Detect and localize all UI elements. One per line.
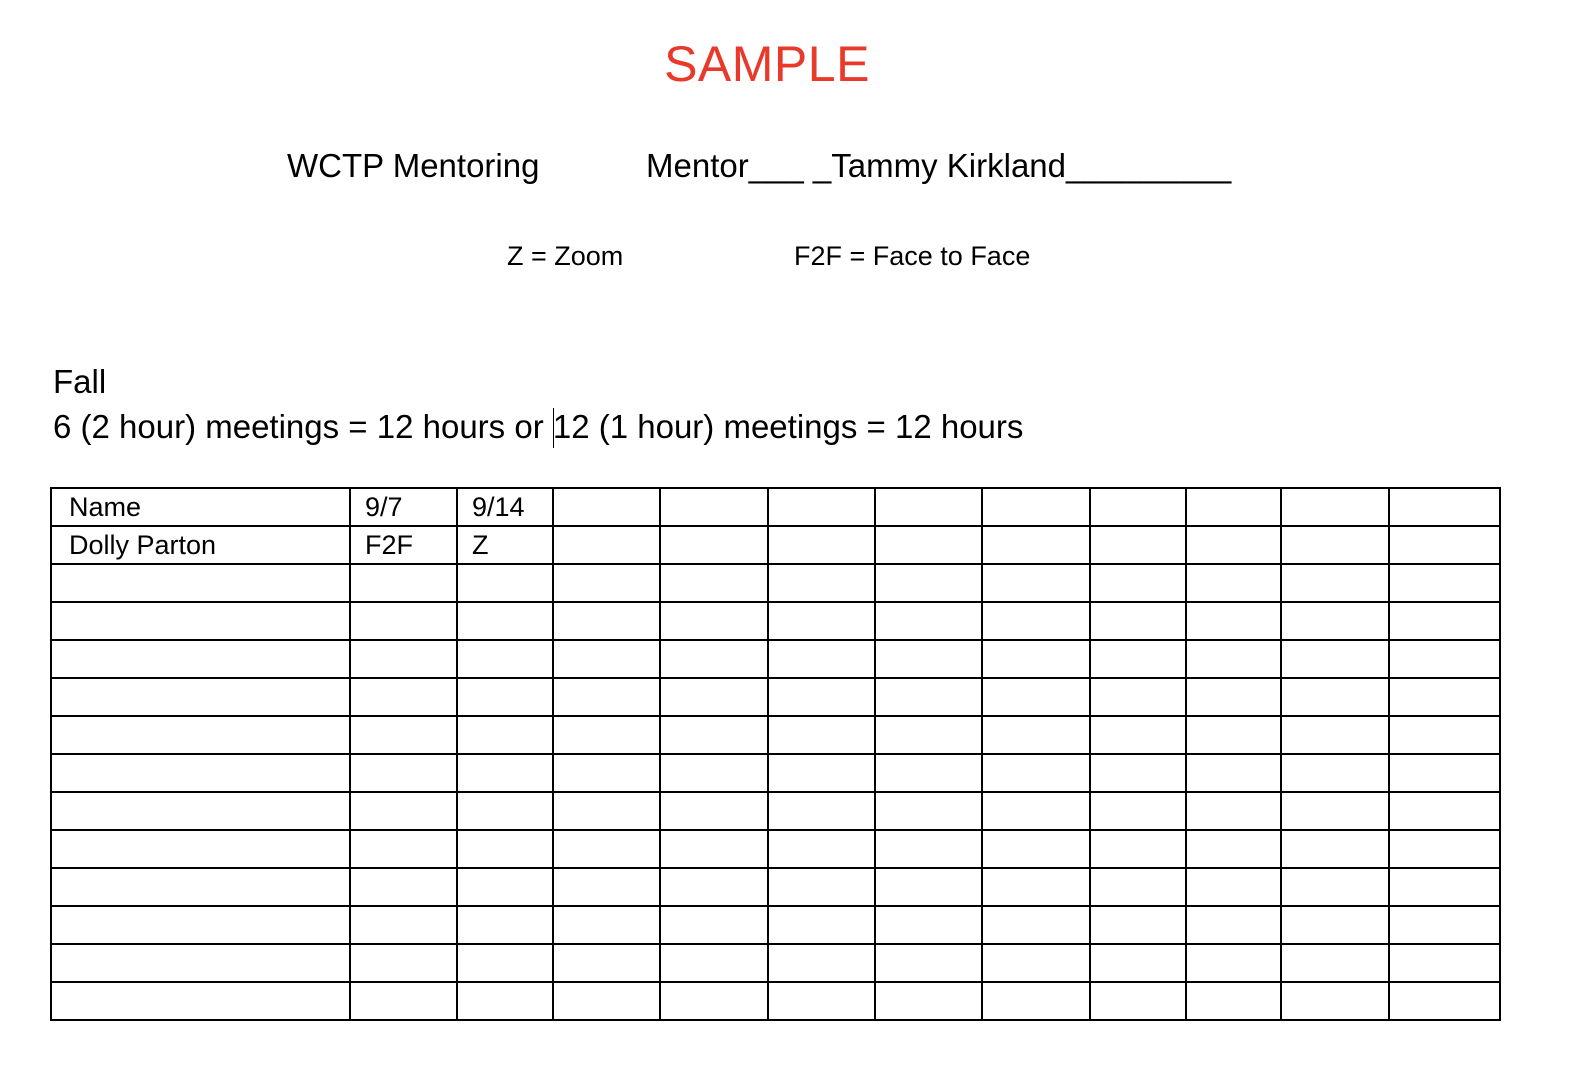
mentee-name-cell[interactable] (51, 982, 350, 1020)
meeting-cell[interactable] (1389, 906, 1500, 944)
meeting-cell[interactable] (982, 526, 1090, 564)
meeting-cell[interactable] (1186, 640, 1281, 678)
meeting-cell[interactable] (457, 982, 553, 1020)
mentee-name-cell[interactable] (51, 716, 350, 754)
meeting-cell[interactable] (457, 602, 553, 640)
meeting-cell[interactable]: Z (457, 526, 553, 564)
meeting-cell[interactable] (1281, 792, 1389, 830)
meeting-cell[interactable] (1090, 526, 1186, 564)
column-header-date[interactable] (1186, 488, 1281, 526)
meeting-cell[interactable] (350, 564, 457, 602)
meeting-cell[interactable] (660, 716, 768, 754)
mentee-name-cell[interactable] (51, 678, 350, 716)
meeting-cell[interactable] (660, 906, 768, 944)
meeting-cell[interactable] (768, 526, 875, 564)
meeting-cell[interactable] (553, 868, 660, 906)
meeting-cell[interactable] (350, 792, 457, 830)
meeting-cell[interactable] (1281, 906, 1389, 944)
meeting-cell[interactable] (768, 792, 875, 830)
column-header-date[interactable] (1090, 488, 1186, 526)
column-header-date[interactable] (768, 488, 875, 526)
meeting-cell[interactable] (875, 868, 982, 906)
meeting-cell[interactable] (768, 678, 875, 716)
column-header-date[interactable] (1281, 488, 1389, 526)
meeting-cell[interactable] (457, 640, 553, 678)
meeting-cell[interactable] (982, 982, 1090, 1020)
meeting-cell[interactable] (457, 754, 553, 792)
meeting-cell[interactable] (457, 944, 553, 982)
meeting-cell[interactable] (350, 716, 457, 754)
meeting-cell[interactable] (1186, 754, 1281, 792)
meeting-cell[interactable] (350, 906, 457, 944)
meeting-cell[interactable] (1281, 678, 1389, 716)
mentee-name-cell[interactable]: Dolly Parton (51, 526, 350, 564)
meeting-cell[interactable] (768, 868, 875, 906)
meeting-cell[interactable] (553, 640, 660, 678)
meeting-cell[interactable] (660, 754, 768, 792)
meeting-cell[interactable] (875, 640, 982, 678)
meeting-cell[interactable] (1186, 564, 1281, 602)
meeting-cell[interactable] (768, 754, 875, 792)
meeting-cell[interactable] (875, 678, 982, 716)
meeting-cell[interactable] (553, 716, 660, 754)
meeting-cell[interactable] (1389, 678, 1500, 716)
table-row (51, 526, 1500, 564)
meeting-cell[interactable] (1090, 602, 1186, 640)
meeting-cell[interactable] (660, 678, 768, 716)
column-header-date[interactable] (982, 488, 1090, 526)
meeting-cell[interactable] (1186, 716, 1281, 754)
meeting-cell[interactable]: F2F (350, 526, 457, 564)
meeting-cell[interactable] (982, 754, 1090, 792)
meeting-cell[interactable] (553, 526, 660, 564)
meeting-cell[interactable] (982, 640, 1090, 678)
table-header-row (51, 488, 1500, 526)
meeting-cell[interactable] (982, 602, 1090, 640)
meeting-cell[interactable] (1090, 944, 1186, 982)
table-row (51, 792, 1500, 830)
meeting-cell[interactable] (660, 982, 768, 1020)
table-row (51, 716, 1500, 754)
meeting-cell[interactable] (1186, 792, 1281, 830)
meeting-requirement-text[interactable] (53, 406, 1023, 448)
meeting-cell[interactable] (660, 792, 768, 830)
meeting-cell[interactable] (660, 526, 768, 564)
meeting-cell[interactable] (350, 944, 457, 982)
meeting-cell[interactable] (660, 564, 768, 602)
meeting-cell[interactable] (1090, 678, 1186, 716)
column-header-date[interactable] (875, 488, 982, 526)
meeting-cell[interactable] (457, 830, 553, 868)
table-row (51, 564, 1500, 602)
column-header-date[interactable] (553, 488, 660, 526)
meeting-cell[interactable] (1281, 982, 1389, 1020)
meeting-cell[interactable] (457, 564, 553, 602)
meeting-cell[interactable] (1389, 564, 1500, 602)
meeting-cell[interactable] (1186, 906, 1281, 944)
season-heading: Fall (53, 363, 107, 400)
mentee-name-cell[interactable] (51, 564, 350, 602)
meeting-cell[interactable] (1389, 526, 1500, 564)
meeting-cell[interactable] (553, 830, 660, 868)
meeting-cell[interactable] (457, 906, 553, 944)
table-row (51, 982, 1500, 1020)
meeting-cell[interactable] (1281, 564, 1389, 602)
meeting-cell[interactable] (982, 830, 1090, 868)
meeting-cell[interactable] (1090, 906, 1186, 944)
meeting-cell[interactable] (660, 944, 768, 982)
meeting-cell[interactable] (1090, 754, 1186, 792)
meeting-cell[interactable] (457, 678, 553, 716)
column-header-date[interactable] (660, 488, 768, 526)
meeting-cell[interactable] (1389, 602, 1500, 640)
meeting-cell[interactable] (553, 678, 660, 716)
column-header-date[interactable] (1389, 488, 1500, 526)
meeting-cell[interactable] (1281, 640, 1389, 678)
mentee-name-cell[interactable] (51, 944, 350, 982)
column-header-name[interactable]: Name (51, 488, 350, 526)
attendance-table (50, 487, 1501, 1021)
meeting-cell[interactable] (1281, 868, 1389, 906)
table-row (51, 944, 1500, 982)
meeting-cell[interactable] (768, 944, 875, 982)
meeting-cell[interactable] (875, 754, 982, 792)
sample-watermark-title: SAMPLE (664, 36, 870, 92)
table-row (51, 830, 1500, 868)
mentee-name-cell[interactable] (51, 754, 350, 792)
meeting-cell[interactable] (982, 944, 1090, 982)
meeting-cell[interactable] (457, 716, 553, 754)
meeting-cell[interactable] (768, 830, 875, 868)
meeting-cell[interactable] (350, 640, 457, 678)
mentee-name-cell[interactable] (51, 640, 350, 678)
meeting-cell[interactable] (553, 944, 660, 982)
meeting-cell[interactable] (875, 982, 982, 1020)
meeting-cell[interactable] (350, 678, 457, 716)
meeting-cell[interactable] (1281, 754, 1389, 792)
meeting-cell[interactable] (1389, 944, 1500, 982)
meeting-cell[interactable] (457, 792, 553, 830)
meeting-cell[interactable] (1090, 716, 1186, 754)
meeting-cell[interactable] (1090, 564, 1186, 602)
meeting-cell[interactable] (875, 944, 982, 982)
meeting-cell[interactable] (553, 564, 660, 602)
meeting-cell[interactable] (982, 868, 1090, 906)
meeting-cell[interactable] (553, 906, 660, 944)
meeting-cell[interactable] (350, 982, 457, 1020)
meeting-cell[interactable] (553, 754, 660, 792)
table-row (51, 602, 1500, 640)
meeting-cell[interactable] (875, 716, 982, 754)
meeting-cell[interactable] (1389, 640, 1500, 678)
meeting-cell[interactable] (875, 526, 982, 564)
meeting-cell[interactable] (457, 868, 553, 906)
mentee-name-cell[interactable] (51, 906, 350, 944)
table-row (51, 678, 1500, 716)
meeting-cell[interactable] (982, 792, 1090, 830)
meeting-cell[interactable] (660, 602, 768, 640)
meeting-cell[interactable] (875, 830, 982, 868)
requirement-text-part-2: 12 (1 hour) meetings = 12 hours (552, 408, 1024, 445)
meeting-cell[interactable] (875, 564, 982, 602)
meeting-cell[interactable] (1186, 678, 1281, 716)
meeting-cell[interactable] (1090, 640, 1186, 678)
column-header-date[interactable]: 9/14 (457, 488, 553, 526)
meeting-cell[interactable] (660, 868, 768, 906)
mentee-name-cell[interactable] (51, 868, 350, 906)
meeting-cell[interactable] (982, 906, 1090, 944)
meeting-cell[interactable] (875, 792, 982, 830)
meeting-cell[interactable] (660, 830, 768, 868)
meeting-cell[interactable] (553, 792, 660, 830)
meeting-cell[interactable] (1281, 830, 1389, 868)
meeting-cell[interactable] (1281, 602, 1389, 640)
legend-zoom: Z = Zoom (507, 241, 624, 271)
meeting-cell[interactable] (768, 602, 875, 640)
table-row (51, 754, 1500, 792)
mentee-name-cell[interactable] (51, 602, 350, 640)
meeting-cell[interactable] (1186, 830, 1281, 868)
meeting-cell[interactable] (768, 640, 875, 678)
meeting-cell[interactable] (982, 678, 1090, 716)
table-row (51, 640, 1500, 678)
meeting-cell[interactable] (350, 830, 457, 868)
mentee-name-cell[interactable] (51, 792, 350, 830)
meeting-cell[interactable] (1186, 982, 1281, 1020)
meeting-cell[interactable] (1389, 830, 1500, 868)
mentor-name-field[interactable]: Mentor___ _Tammy Kirkland_________ (646, 147, 1232, 184)
meeting-cell[interactable] (1281, 716, 1389, 754)
meeting-cell[interactable] (1389, 982, 1500, 1020)
meeting-cell[interactable] (553, 602, 660, 640)
meeting-cell[interactable] (1186, 944, 1281, 982)
meeting-cell[interactable] (1090, 830, 1186, 868)
meeting-cell[interactable] (768, 716, 875, 754)
meeting-cell[interactable] (350, 602, 457, 640)
meeting-cell[interactable] (1281, 526, 1389, 564)
meeting-cell[interactable] (1186, 868, 1281, 906)
meeting-cell[interactable] (1389, 868, 1500, 906)
meeting-cell[interactable] (1389, 754, 1500, 792)
meeting-cell[interactable] (1090, 868, 1186, 906)
meeting-cell[interactable] (1281, 944, 1389, 982)
meeting-cell[interactable] (1186, 602, 1281, 640)
meeting-cell[interactable] (768, 564, 875, 602)
meeting-cell[interactable] (1186, 526, 1281, 564)
meeting-cell[interactable] (1389, 716, 1500, 754)
meeting-cell[interactable] (1090, 982, 1186, 1020)
program-name: WCTP Mentoring (287, 147, 540, 184)
requirement-text-part-1: 6 (2 hour) meetings = 12 hours or (53, 408, 553, 445)
legend-face-to-face: F2F = Face to Face (794, 241, 1031, 271)
meeting-cell[interactable] (875, 906, 982, 944)
meeting-cell[interactable] (660, 640, 768, 678)
meeting-cell[interactable] (768, 906, 875, 944)
table-row (51, 906, 1500, 944)
table-row (51, 868, 1500, 906)
meeting-cell[interactable] (350, 868, 457, 906)
meeting-cell[interactable] (1090, 792, 1186, 830)
meeting-cell[interactable] (982, 564, 1090, 602)
meeting-cell[interactable] (768, 982, 875, 1020)
mentee-name-cell[interactable] (51, 830, 350, 868)
meeting-cell[interactable] (875, 602, 982, 640)
meeting-cell[interactable] (553, 982, 660, 1020)
meeting-cell[interactable] (350, 754, 457, 792)
meeting-cell[interactable] (982, 716, 1090, 754)
meeting-cell[interactable] (1389, 792, 1500, 830)
column-header-date[interactable]: 9/7 (350, 488, 457, 526)
